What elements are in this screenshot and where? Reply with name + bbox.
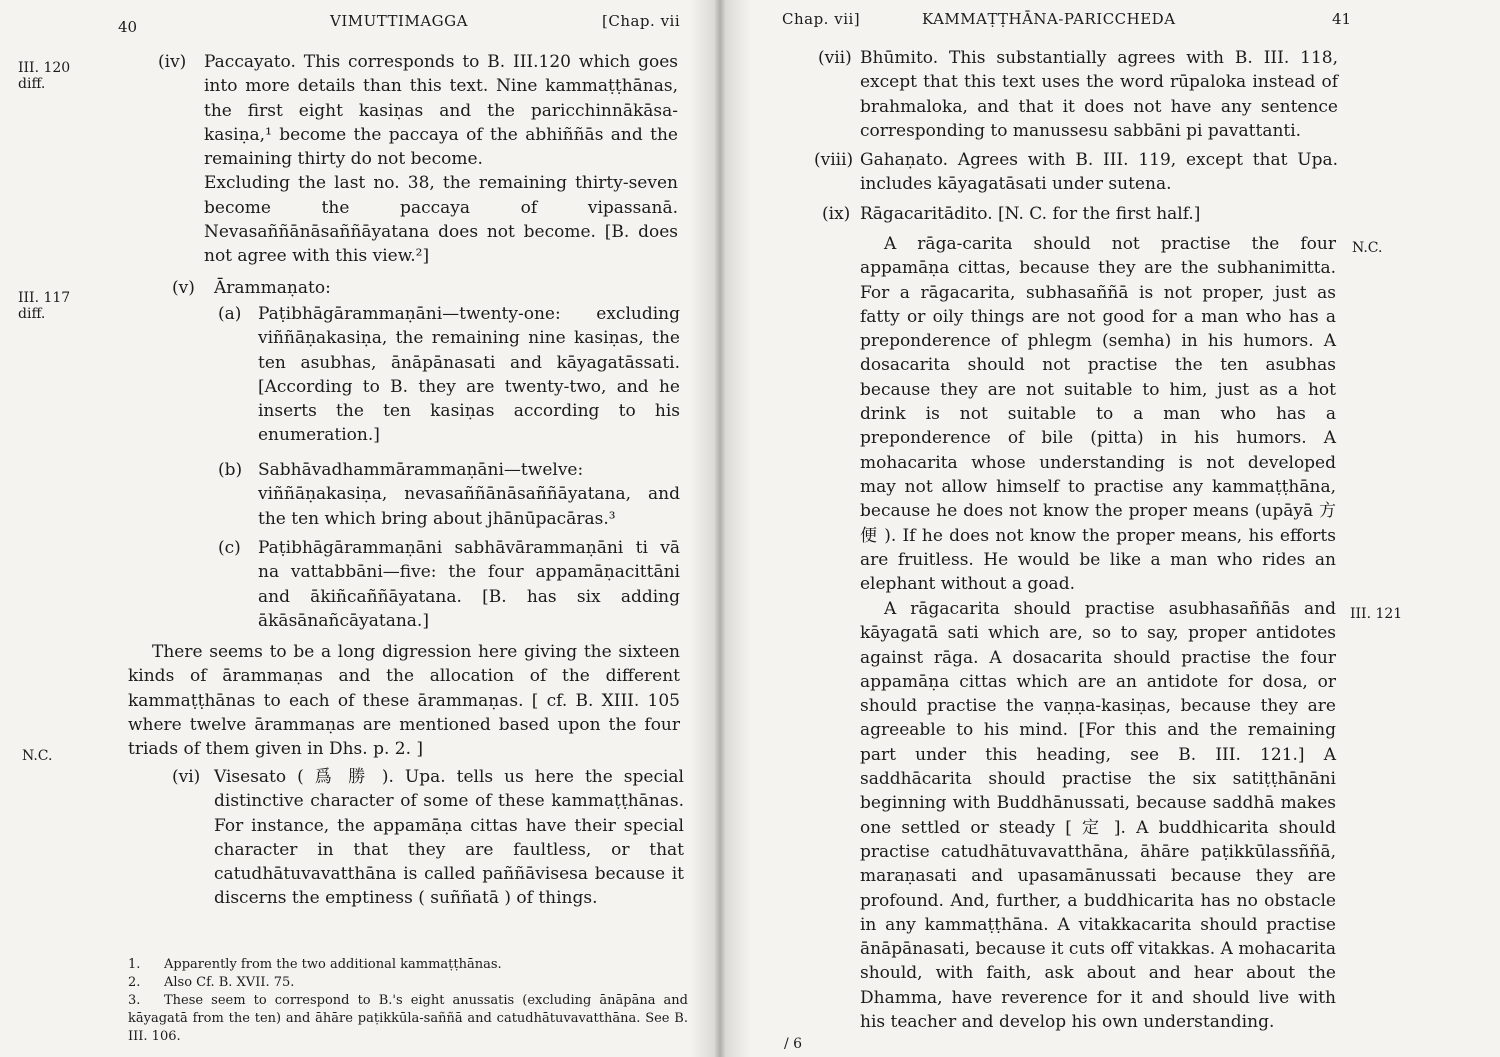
item-b-text: Sabhāvadhammārammaṇāni—twelve: viññāṇakasiṇa, nevasaññānāsaññāyatana, and the ten which bring about jhānūpacāras.³	[258, 460, 680, 529]
footnote-1: 1. Apparently from the two additional kammaṭṭhānas.	[128, 957, 502, 972]
left-running-title: VIMUTTIMAGGA	[330, 12, 468, 30]
digression-paragraph: There seems to be a long digression here giving the sixteen kinds of ārammaṇas and the allocation of the different kammaṭṭhānas to each of these ārammaṇas. [ cf. B. XIII. 105 where twelve ārammaṇas are mentioned based upon the four triads of them given in Dhs. p. 2. ]	[128, 642, 680, 760]
section-iv-text-2: Excluding the last no. 38, the remaining thirty-seven become the paccaya of vipassanā. Nevasaññānāsaññāyatana does not become. [B. does not agree with this view.²]	[204, 173, 678, 267]
paragraph-carita-1: A rāga-carita should not practise the four appamāṇa cittas, because they are the subhanimitta. For a rāgacarita, subhasaññā is not proper, just as fatty or oily things are not good for a man who has a preponderence of phlegm (semha) in his humors. A dosacarita should not practise the ten asubhas because they are not suitable to him, just as a hot drink is not suitable to a man who has a preponderence of bile (pitta) in his humors. A mohacarita whose understanding is not developed may not allow himself to practise any kammaṭṭhāna, because he does not know the proper means (upāyā 方 便 ). If he does not know the proper means, his efforts are fruitless. He would be like a man who rides an elephant without a goad.	[860, 234, 1336, 595]
section-ix	[822, 202, 1338, 226]
section-viii	[814, 148, 1338, 197]
footnote-3: 3. These seem to correspond to B.'s eight anussatis (excluding ānāpāna and kāyagatā from the ten) and āhāre paṭikkūla-saññā and catudhātuvavatthāna. See B. III. 106.	[128, 993, 688, 1044]
footnotes	[128, 956, 688, 1046]
section-vi	[172, 765, 684, 911]
item-a-text: Paṭibhāgārammaṇāni—twenty-one: excluding viññāṇakasiṇa, the remaining nine kasiṇas, the ten asubhas, ānāpānasati and kāyagatāssati. [According to B. they are twenty-two, and he inserts the ten kasiṇas according to his enumeration.]	[258, 304, 680, 446]
section-iv-text: Paccayato. This corresponds to B. III.120 which goes into more details than this text. Nine kammaṭṭhānas, the first eight kasiṇas and the paricchinnākāsa-kasiṇa,¹ become the paccaya of the abhiññās and the remaining thirty do not become.	[204, 52, 678, 170]
margin-note-nc-right: N.C.	[1352, 240, 1383, 256]
section-vi-label: (vi)	[172, 767, 201, 787]
item-a	[218, 302, 680, 448]
right-chapter-label: Chap. vii]	[782, 10, 861, 28]
section-vii-label: (vii)	[818, 48, 852, 68]
book-gutter	[690, 0, 750, 1057]
section-v	[172, 276, 678, 300]
right-page	[720, 0, 1500, 1057]
section-v-label: (v)	[172, 278, 195, 298]
item-c	[218, 536, 680, 633]
left-chapter-label: [Chap. vii	[602, 12, 681, 30]
section-ix-label: (ix)	[822, 204, 851, 224]
margin-note-iii-120: III. 120 diff.	[18, 60, 71, 92]
section-ix-text: Rāgacaritādito. [N. C. for the first half.]	[860, 204, 1201, 224]
right-running-title: KAMMAṬṬHĀNA-PARICCHEDA	[922, 10, 1176, 28]
left-page-number: 40	[118, 18, 138, 36]
section-vii	[818, 46, 1338, 143]
footnote-2: 2. Also Cf. B. XVII. 75.	[128, 975, 295, 990]
margin-note-nc: N.C.	[22, 748, 53, 764]
section-iv	[158, 50, 678, 269]
item-c-text: Paṭibhāgārammaṇāni sabhāvārammaṇāni ti vā na vattabbāni—five: the four appamāṇacittāni and ākiñcaññāyatana. [B. has six adding ākāsānañcāyatana.]	[258, 538, 680, 631]
section-v-title: Ārammaṇato:	[214, 278, 331, 298]
paragraph-carita-2: A rāgacarita should practise asubhasaññās and kāyagatā sati which are, so to say, proper antidotes against rāga. A dosacarita should practise the four appamāṇa cittas which are an antidote for dosa, or should practise the vaṇṇa-kasiṇas, because they are agreeable to his mind. [For this and the remaining part under this heading, see B. III. 121.] A saddhācarita should practise the six satiṭṭhānāni beginning with Buddhānussati, because saddhā makes one settled or steady [ 定 ]. A buddhicarita should practise catudhātuvavatthāna, āhāre paṭikkūlassññā, maraṇasati and upasamānussati because they are profound. And, further, a buddhicarita has no obstacle in any kammaṭṭhāna. A vitakkacarita should practise ānāpānasati, because it cuts off vitakkas. A mohacarita should, with faith, ask about and hear about the Dhamma, have reverence for it and should live with his teacher and develop his own understanding.	[860, 599, 1336, 1033]
item-b-label: (b)	[218, 460, 243, 480]
section-viii-text: Gahaṇato. Agrees with B. III. 119, except that Upa. includes kāyagatāsati under sutena.	[860, 150, 1338, 195]
section-vii-text: Bhūmito. This substantially agrees with B. III. 118, except that this text uses the word rūpaloka instead of brahmaloka, and that it does not have any sentence corresponding to manussesu sabbāni pi pavattanti.	[860, 48, 1338, 141]
item-b	[218, 458, 680, 531]
section-vi-text: Visesato ( 爲 勝 ). Upa. tells us here the special distinctive character of some of these kammaṭṭhānas. For instance, the appamāṇa cittas have their special character in that they are faultless, or that catudhātuvavatthāna is called paññāvisesa because it discerns the emptiness ( suññatā ) of things.	[214, 767, 684, 909]
margin-note-iii-117: III. 117 diff.	[18, 290, 71, 322]
section-viii-label: (viii)	[814, 150, 854, 170]
item-a-label: (a)	[218, 304, 242, 324]
left-page	[0, 0, 720, 1057]
bottom-signature-mark: / 6	[784, 1036, 803, 1052]
section-iv-label: (iv)	[158, 52, 187, 72]
item-c-label: (c)	[218, 538, 241, 558]
right-page-number: 41	[1332, 10, 1352, 28]
margin-note-iii-121: III. 121	[1350, 606, 1403, 622]
